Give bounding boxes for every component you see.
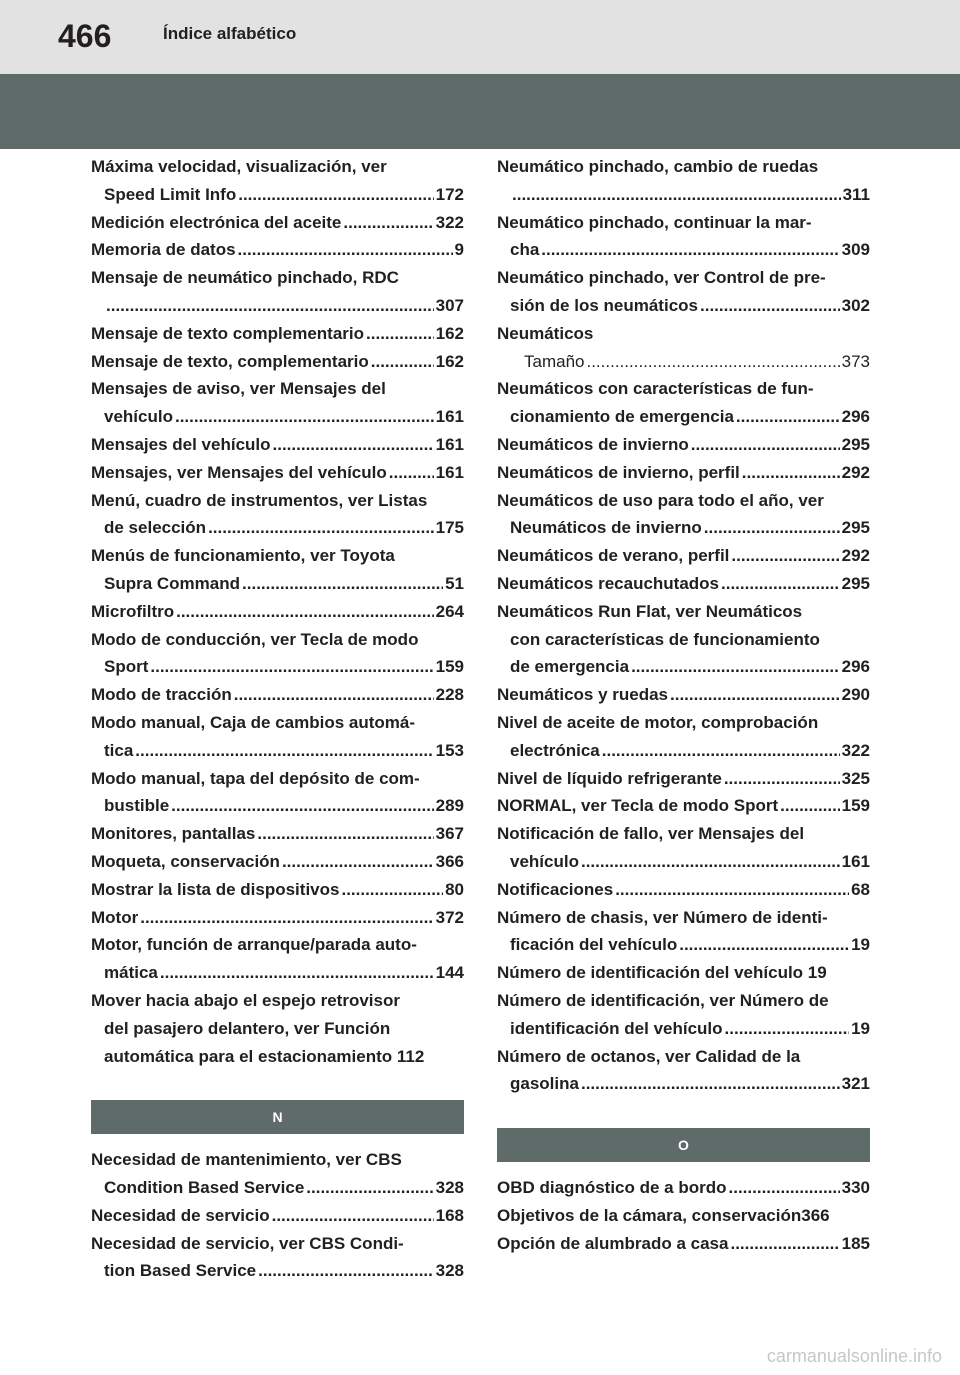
index-term: cionamiento de emergencia bbox=[510, 407, 734, 427]
index-entry-line bbox=[497, 848, 870, 876]
index-entry-line bbox=[497, 653, 870, 681]
index-entry-line bbox=[497, 765, 870, 793]
dot-leader bbox=[615, 876, 849, 904]
index-entry bbox=[497, 1043, 870, 1099]
index-entry-line bbox=[91, 987, 464, 1015]
index-entry-line bbox=[91, 848, 464, 876]
index-term: Modo manual, tapa del depósito de com- bbox=[91, 768, 420, 788]
index-entry-line bbox=[91, 765, 464, 793]
index-term: Neumáticos de invierno bbox=[497, 434, 689, 454]
index-term: Tamaño bbox=[524, 351, 585, 371]
page-reference: 330 bbox=[841, 1178, 870, 1198]
index-entry-line bbox=[497, 153, 870, 181]
index-term: Mensaje de neumático pinchado, RDC bbox=[91, 268, 399, 288]
dot-leader bbox=[729, 1174, 840, 1202]
page-reference: 175 bbox=[435, 518, 464, 538]
dot-leader bbox=[631, 653, 840, 681]
index-entry-line bbox=[497, 792, 870, 820]
page-reference: 290 bbox=[841, 685, 870, 705]
index-entry-line bbox=[497, 1230, 870, 1258]
index-term: Necesidad de servicio, ver CBS Condi- bbox=[91, 1233, 404, 1253]
index-term: Supra Command bbox=[104, 573, 241, 593]
index-term: Moqueta, conservación bbox=[91, 851, 280, 871]
index-entry-line bbox=[91, 931, 464, 959]
dot-leader bbox=[160, 959, 434, 987]
dot-leader bbox=[725, 1015, 850, 1043]
index-term: Mover hacia abajo el espejo retrovisor bbox=[91, 990, 400, 1010]
index-entry-line bbox=[497, 987, 870, 1015]
page-reference: 161 bbox=[841, 851, 870, 871]
index-entry-line bbox=[497, 904, 870, 932]
index-term: OBD diagnóstico de a bordo bbox=[497, 1178, 727, 1198]
index-entry bbox=[497, 1202, 870, 1230]
dot-leader bbox=[257, 820, 433, 848]
index-entry bbox=[91, 931, 464, 987]
dot-leader bbox=[272, 1202, 434, 1230]
page-reference: 185 bbox=[841, 1233, 870, 1253]
index-entry bbox=[91, 1230, 464, 1286]
index-term: Notificaciones bbox=[497, 879, 614, 899]
dot-leader bbox=[670, 681, 840, 709]
index-term: Opción de alumbrado a casa bbox=[497, 1233, 729, 1253]
index-entry bbox=[497, 459, 870, 487]
dot-leader bbox=[234, 681, 434, 709]
page-header bbox=[0, 0, 960, 74]
dot-leader bbox=[679, 931, 849, 959]
index-entry bbox=[91, 709, 464, 765]
page-reference: 295 bbox=[841, 434, 870, 454]
index-term: Número de identificación, ver Número de bbox=[497, 990, 829, 1010]
page-reference: 19 bbox=[851, 935, 870, 955]
page-reference: 161 bbox=[435, 462, 464, 482]
index-entry-line bbox=[91, 1230, 464, 1258]
index-term: electrónica bbox=[510, 740, 600, 760]
index-term: Menú, cuadro de instrumentos, ver Listas bbox=[91, 490, 428, 510]
index-entry-line bbox=[91, 653, 464, 681]
index-term: de emergencia bbox=[510, 657, 630, 677]
dot-leader bbox=[106, 292, 434, 320]
index-entry-line bbox=[497, 264, 870, 292]
index-term: Neumáticos Run Flat, ver Neumáticos bbox=[497, 601, 803, 621]
index-entry-line bbox=[91, 375, 464, 403]
index-entry bbox=[497, 959, 870, 987]
index-entry-line bbox=[91, 431, 464, 459]
index-entry bbox=[91, 320, 464, 348]
index-entry-line bbox=[91, 209, 464, 237]
index-entry bbox=[91, 1146, 464, 1202]
page-reference: 295 bbox=[841, 518, 870, 538]
index-entry-line bbox=[91, 1015, 464, 1043]
index-entry-line bbox=[497, 1015, 870, 1043]
index-term: Necesidad de mantenimiento, ver CBS bbox=[91, 1150, 402, 1170]
index-term: Modo de tracción bbox=[91, 685, 232, 705]
index-term: gasolina bbox=[510, 1074, 579, 1094]
index-term: Número de identificación del vehículo 19 bbox=[497, 963, 827, 983]
index-entry-line bbox=[497, 487, 870, 515]
index-entry-line bbox=[497, 931, 870, 959]
page-reference: 264 bbox=[435, 601, 464, 621]
index-term: cha bbox=[510, 240, 540, 260]
page-reference: 321 bbox=[841, 1074, 870, 1094]
index-entry-line bbox=[91, 459, 464, 487]
index-entry-line bbox=[497, 737, 870, 765]
index-term: Neumáticos de invierno bbox=[510, 518, 702, 538]
index-entry-line bbox=[91, 181, 464, 209]
dot-leader bbox=[704, 514, 840, 542]
dot-leader bbox=[512, 181, 841, 209]
index-entry-line bbox=[497, 1043, 870, 1071]
index-entry bbox=[91, 876, 464, 904]
index-entry-line bbox=[497, 598, 870, 626]
index-term: Mensajes del vehículo bbox=[91, 434, 271, 454]
index-entry bbox=[497, 876, 870, 904]
page-reference: 296 bbox=[841, 657, 870, 677]
letter-header: O bbox=[497, 1128, 870, 1162]
index-entry-line bbox=[497, 709, 870, 737]
index-entry bbox=[497, 1174, 870, 1202]
page-reference: 162 bbox=[435, 323, 464, 343]
index-entry-line bbox=[91, 1174, 464, 1202]
dot-leader bbox=[389, 459, 434, 487]
index-entry bbox=[497, 1230, 870, 1258]
index-entry-line bbox=[91, 292, 464, 320]
index-term: sión de los neumáticos bbox=[510, 295, 698, 315]
page-reference: 80 bbox=[445, 879, 464, 899]
dot-leader bbox=[140, 904, 433, 932]
index-entry bbox=[91, 236, 464, 264]
index-term: mática bbox=[104, 963, 158, 983]
index-term: Modo de conducción, ver Tecla de modo bbox=[91, 629, 419, 649]
index-term: Nivel de líquido refrigerante bbox=[497, 768, 722, 788]
index-entry bbox=[91, 765, 464, 821]
dot-leader bbox=[150, 653, 433, 681]
index-entry-line bbox=[91, 792, 464, 820]
page-reference: 328 bbox=[435, 1178, 464, 1198]
page-reference: 161 bbox=[435, 407, 464, 427]
index-term: Máxima velocidad, visualización, ver bbox=[91, 157, 387, 176]
index-entry-line bbox=[497, 514, 870, 542]
dot-leader bbox=[208, 514, 434, 542]
page-reference: 367 bbox=[435, 824, 464, 844]
index-term: Memoria de datos bbox=[91, 240, 236, 260]
index-entry-line bbox=[497, 403, 870, 431]
index-entry bbox=[497, 987, 870, 1043]
dot-leader bbox=[586, 348, 839, 376]
page-reference: 307 bbox=[435, 295, 464, 315]
index-entry bbox=[497, 542, 870, 570]
page-reference: 162 bbox=[435, 351, 464, 371]
index-entry bbox=[91, 598, 464, 626]
index-entry-line bbox=[91, 542, 464, 570]
index-entry bbox=[497, 320, 870, 348]
header-band bbox=[0, 74, 960, 149]
index-term: automática para el estacionamiento 112 bbox=[104, 1046, 425, 1066]
page-reference: 372 bbox=[435, 907, 464, 927]
index-entry bbox=[91, 820, 464, 848]
index-entry-line bbox=[91, 570, 464, 598]
page-reference: 366 bbox=[435, 851, 464, 871]
index-term: Monitores, pantallas bbox=[91, 824, 256, 844]
index-term: Neumáticos con características de fun- bbox=[497, 379, 814, 399]
index-term: identificación del vehículo bbox=[510, 1018, 723, 1038]
dot-leader bbox=[171, 792, 433, 820]
index-entry-line bbox=[91, 598, 464, 626]
index-column-right bbox=[497, 153, 870, 1257]
page-reference: 51 bbox=[445, 573, 464, 593]
index-entry-line bbox=[497, 570, 870, 598]
index-entry-line bbox=[497, 348, 870, 376]
dot-leader bbox=[691, 431, 840, 459]
index-term: Número de octanos, ver Calidad de la bbox=[497, 1046, 801, 1066]
dot-leader bbox=[343, 209, 433, 237]
index-entry-line bbox=[91, 348, 464, 376]
dot-leader bbox=[366, 320, 434, 348]
dot-leader bbox=[238, 236, 453, 264]
page-reference: 228 bbox=[435, 685, 464, 705]
index-term: del pasajero delantero, ver Función bbox=[104, 1018, 391, 1038]
index-entry bbox=[91, 431, 464, 459]
page-reference: 302 bbox=[841, 295, 870, 315]
letter-header: N bbox=[91, 1100, 464, 1134]
page-reference: 295 bbox=[841, 573, 870, 593]
index-term: Objetivos de la cámara, conservación366 bbox=[497, 1205, 830, 1225]
dot-leader bbox=[581, 848, 840, 876]
index-term: Modo manual, Caja de cambios automá- bbox=[91, 712, 416, 732]
index-entry-line bbox=[497, 1070, 870, 1098]
index-term: Mensajes de aviso, ver Mensajes del bbox=[91, 379, 386, 399]
index-term: Medición electrónica del aceite bbox=[91, 212, 342, 232]
page-reference: 159 bbox=[841, 796, 870, 816]
index-term: Mensajes, ver Mensajes del vehículo bbox=[91, 462, 387, 482]
index-entry-line bbox=[497, 375, 870, 403]
index-entry bbox=[497, 431, 870, 459]
index-entry-line bbox=[91, 403, 464, 431]
index-entry-line bbox=[497, 431, 870, 459]
page-reference: 19 bbox=[851, 1018, 870, 1038]
index-term: ficación del vehículo bbox=[510, 935, 678, 955]
page-reference: 153 bbox=[435, 740, 464, 760]
page-reference: 168 bbox=[435, 1205, 464, 1225]
index-term: Neumáticos de invierno, perfil bbox=[497, 462, 740, 482]
index-term: Neumático pinchado, cambio de ruedas bbox=[497, 157, 819, 176]
dot-leader bbox=[242, 570, 443, 598]
index-entry-line bbox=[497, 959, 870, 987]
index-term: vehículo bbox=[104, 407, 173, 427]
index-term: Speed Limit Info bbox=[104, 184, 237, 204]
page-reference: 311 bbox=[842, 184, 870, 204]
index-entry-line bbox=[91, 737, 464, 765]
index-entry-line bbox=[497, 292, 870, 320]
index-entry-line bbox=[91, 514, 464, 542]
index-column-left bbox=[91, 153, 464, 1285]
index-entry-line bbox=[91, 153, 464, 181]
index-term: vehículo bbox=[510, 851, 579, 871]
index-entry-line bbox=[91, 236, 464, 264]
page-reference: 161 bbox=[435, 434, 464, 454]
index-entry-line bbox=[497, 1202, 870, 1230]
index-entry-line bbox=[91, 709, 464, 737]
index-term: NORMAL, ver Tecla de modo Sport bbox=[497, 796, 779, 816]
index-entry bbox=[497, 765, 870, 793]
dot-leader bbox=[742, 459, 840, 487]
index-entry-line bbox=[497, 1174, 870, 1202]
index-entry-line bbox=[497, 876, 870, 904]
dot-leader bbox=[273, 431, 434, 459]
index-entry bbox=[497, 598, 870, 681]
dot-leader bbox=[581, 1070, 840, 1098]
index-entry-line bbox=[497, 181, 870, 209]
index-term: Neumáticos y ruedas bbox=[497, 685, 669, 705]
dot-leader bbox=[700, 292, 840, 320]
dot-leader bbox=[724, 765, 840, 793]
index-entry bbox=[91, 153, 464, 209]
dot-leader bbox=[175, 403, 434, 431]
index-entry bbox=[497, 681, 870, 709]
dot-leader bbox=[721, 570, 840, 598]
index-entry-line bbox=[497, 236, 870, 264]
dot-leader bbox=[736, 403, 840, 431]
index-entry-line bbox=[91, 681, 464, 709]
index-entry bbox=[91, 348, 464, 376]
index-entry bbox=[497, 487, 870, 543]
index-entry-line bbox=[497, 626, 870, 654]
index-entry-line bbox=[91, 1146, 464, 1174]
index-entry-line bbox=[91, 1202, 464, 1230]
index-term: Motor bbox=[91, 907, 139, 927]
dot-leader bbox=[731, 542, 839, 570]
index-entry bbox=[497, 153, 870, 209]
index-entry-line bbox=[91, 820, 464, 848]
dot-leader bbox=[780, 792, 839, 820]
index-entry-line bbox=[91, 1257, 464, 1285]
dot-leader bbox=[602, 737, 840, 765]
dot-leader bbox=[306, 1174, 433, 1202]
index-entry bbox=[91, 904, 464, 932]
page-reference: 325 bbox=[841, 768, 870, 788]
dot-leader bbox=[541, 236, 839, 264]
index-term: Neumáticos de verano, perfil bbox=[497, 546, 730, 566]
page-reference: 68 bbox=[851, 879, 870, 899]
index-term: Nivel de aceite de motor, comprobación bbox=[497, 712, 819, 732]
page-reference: 289 bbox=[435, 796, 464, 816]
index-entry bbox=[91, 264, 464, 320]
index-entry bbox=[91, 848, 464, 876]
page-reference: 159 bbox=[435, 657, 464, 677]
index-term: de selección bbox=[104, 518, 207, 538]
page-reference: 144 bbox=[435, 963, 464, 983]
dot-leader bbox=[341, 876, 443, 904]
index-entry bbox=[91, 487, 464, 543]
index-entry-line bbox=[91, 876, 464, 904]
index-entry bbox=[497, 570, 870, 598]
index-term: Número de chasis, ver Número de identi- bbox=[497, 907, 828, 927]
dot-leader bbox=[371, 348, 434, 376]
dot-leader bbox=[730, 1230, 839, 1258]
dot-leader bbox=[176, 598, 434, 626]
index-term: Motor, función de arranque/parada auto- bbox=[91, 935, 417, 955]
page-reference: 328 bbox=[435, 1261, 464, 1281]
index-entry-line bbox=[91, 904, 464, 932]
page-number: 466 bbox=[58, 18, 112, 54]
page-reference: 292 bbox=[841, 462, 870, 482]
page-reference: 309 bbox=[841, 240, 870, 260]
index-entry-line bbox=[497, 681, 870, 709]
index-entry-line bbox=[91, 320, 464, 348]
page-reference: 296 bbox=[841, 407, 870, 427]
index-entry-line bbox=[91, 264, 464, 292]
index-entry bbox=[497, 209, 870, 265]
index-term: Condition Based Service bbox=[104, 1178, 305, 1198]
index-term: Mostrar la lista de dispositivos bbox=[91, 879, 340, 899]
index-entry bbox=[91, 1202, 464, 1230]
index-entry bbox=[497, 264, 870, 320]
index-term: con características de funcionamiento bbox=[510, 629, 820, 649]
index-term: Menús de funcionamiento, ver Toyota bbox=[91, 546, 395, 566]
dot-leader bbox=[238, 181, 433, 209]
index-term: Notificación de fallo, ver Mensajes del bbox=[497, 824, 805, 844]
index-entry-line bbox=[497, 209, 870, 237]
page-reference: 292 bbox=[841, 546, 870, 566]
page-reference: 9 bbox=[454, 240, 464, 260]
page-reference: 322 bbox=[435, 212, 464, 232]
index-entry bbox=[497, 820, 870, 876]
index-term: tica bbox=[104, 740, 134, 760]
dot-leader bbox=[282, 848, 434, 876]
index-term: Neumático pinchado, ver Control de pre- bbox=[497, 268, 826, 288]
index-entry bbox=[91, 459, 464, 487]
index-entry bbox=[91, 542, 464, 598]
index-term: Necesidad de servicio bbox=[91, 1205, 270, 1225]
index-entry-line bbox=[91, 959, 464, 987]
index-entry-line bbox=[497, 320, 870, 348]
page-reference: 172 bbox=[435, 184, 464, 204]
index-term: Microfiltro bbox=[91, 601, 175, 621]
page-reference: 322 bbox=[841, 740, 870, 760]
dot-leader bbox=[135, 737, 433, 765]
index-entry-line bbox=[91, 626, 464, 654]
index-entry-line bbox=[497, 820, 870, 848]
index-term: Neumático pinchado, continuar la mar- bbox=[497, 212, 812, 232]
index-entry bbox=[497, 792, 870, 820]
dot-leader bbox=[258, 1257, 434, 1285]
index-entry-line bbox=[91, 487, 464, 515]
index-entry bbox=[91, 209, 464, 237]
index-entry bbox=[91, 375, 464, 431]
watermark: carmanualsonline.info bbox=[766, 1346, 942, 1366]
index-term: Neumáticos bbox=[497, 323, 594, 343]
index-entry bbox=[497, 375, 870, 431]
index-term: tion Based Service bbox=[104, 1261, 257, 1281]
section-title: Índice alfabético bbox=[163, 24, 297, 43]
index-entry bbox=[497, 348, 870, 376]
index-term: Mensaje de texto complementario bbox=[91, 323, 365, 343]
index-entry bbox=[91, 626, 464, 682]
index-term: bustible bbox=[104, 796, 170, 816]
page-reference: 373 bbox=[841, 351, 870, 371]
index-entry bbox=[497, 904, 870, 960]
index-term: Neumáticos de uso para todo el año, ver bbox=[497, 490, 824, 510]
index-term: Neumáticos recauchutados bbox=[497, 573, 720, 593]
index-entry-line bbox=[497, 459, 870, 487]
index-entry bbox=[497, 709, 870, 765]
index-term: Mensaje de texto, complementario bbox=[91, 351, 369, 371]
index-entry-line bbox=[91, 1043, 464, 1071]
index-term: Sport bbox=[104, 657, 149, 677]
index-entry bbox=[91, 681, 464, 709]
index-entry-line bbox=[497, 542, 870, 570]
index-entry bbox=[91, 987, 464, 1070]
